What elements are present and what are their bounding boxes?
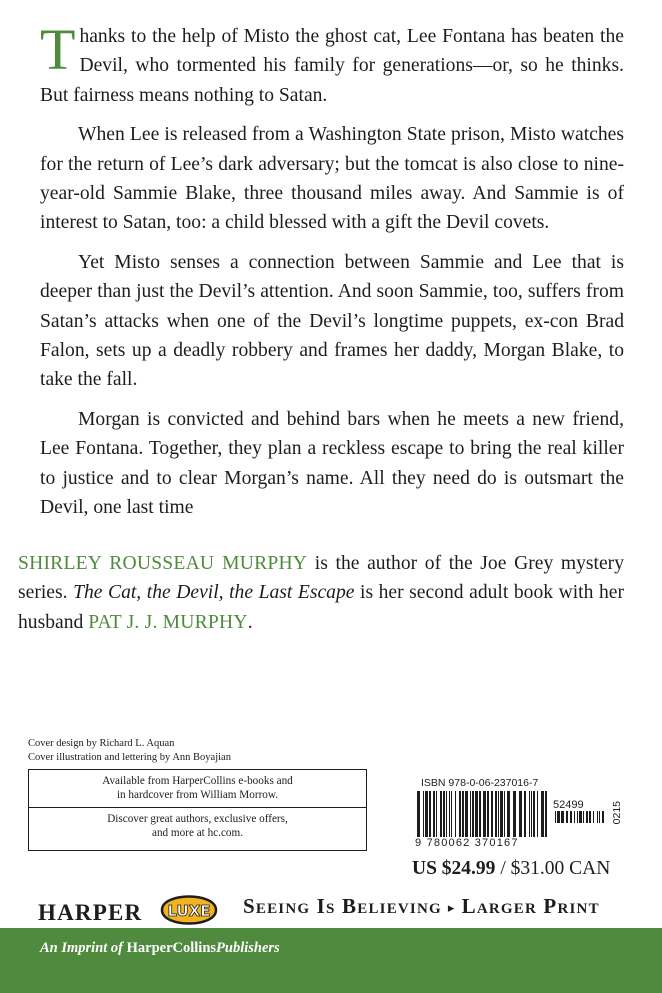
barcode-bar xyxy=(589,811,591,823)
barcode-bar xyxy=(417,791,420,837)
drop-cap: T xyxy=(40,17,76,82)
barcode-bar xyxy=(507,791,510,837)
author-bio xyxy=(18,549,624,637)
barcode-bar xyxy=(465,791,468,837)
barcode-bar xyxy=(436,791,437,837)
barcode-bar xyxy=(541,791,544,837)
price-separator: / xyxy=(495,858,511,879)
author-bio-text-1: is the author of the Joe Grey mystery series. xyxy=(18,553,625,604)
vertical-code: 0215 xyxy=(611,801,623,825)
barcode-bar xyxy=(483,791,486,837)
availability-box xyxy=(28,769,367,851)
barcode-bar xyxy=(423,791,424,837)
logo-luxe-text: LUXE xyxy=(167,902,211,920)
barcode-bar xyxy=(545,791,547,837)
blurb-paragraph-4: Morgan is convicted and behind bars when he meets a new friend, Lee Fontana. Together, they plan a reckless escape to bring the real killer to justice and to clear Morgan’s name. All they need do is outsmart the Devil, one last time xyxy=(40,408,624,519)
blurb-paragraph-2: When Lee is released from a Washington State prison, Misto watches for the return of Lee’s dark adversary; but the tomcat is also close to nine-year-old Sammie Blake, three thousand miles away. And Sammie is of interest to Satan, too: a child blessed with a gift the Devil covets. xyxy=(40,124,624,234)
author-name: SHIRLEY ROUSSEAU MURPHY xyxy=(18,553,308,574)
barcode-bar xyxy=(597,811,598,823)
barcode-bar xyxy=(602,811,604,823)
barcode-bars xyxy=(415,791,551,837)
barcode-bar xyxy=(475,791,478,837)
barcode-bar xyxy=(593,811,594,823)
barcode-bar xyxy=(498,791,499,837)
imprint-line xyxy=(40,940,280,957)
publisher-band xyxy=(0,928,662,993)
author-bio-end: . xyxy=(247,611,253,633)
barcode-bar xyxy=(566,811,568,823)
barcode-bar xyxy=(586,811,588,823)
book-title: The Cat, the Devil, the Last Escape xyxy=(73,582,355,604)
barcode-bar xyxy=(555,811,556,823)
barcode-bar xyxy=(429,791,431,837)
tagline xyxy=(243,894,600,919)
blurb-paragraph-3: Yet Misto senses a connection between Sammie and Lee that is deeper than just the Devil’s attention. And soon Sammie, too, suffers from Satan’s attacks when one of the Devil’s longtime puppets, ex-con Brad Falon, sets up a deadly robbery and frames her daddy, Morgan Blake, to take the fall. xyxy=(40,251,624,391)
barcode-bar xyxy=(433,791,435,837)
book-blurb xyxy=(40,17,624,533)
isbn-number: ISBN 978-0-06-237016-7 xyxy=(421,777,539,789)
price-can: $31.00 CAN xyxy=(510,858,611,879)
triangle-right-icon: ▸ xyxy=(447,900,456,916)
barcode-digits: 9 780062 370167 xyxy=(415,837,519,849)
barcode-bar xyxy=(583,811,584,823)
barcode-bar xyxy=(504,791,505,837)
barcode-bar xyxy=(599,811,600,823)
barcode-bar xyxy=(440,791,442,837)
coauthor-name: PAT J. J. MURPHY xyxy=(88,611,248,633)
availability-line-3: Discover great authors, exclusive offers, xyxy=(107,813,288,825)
availability-line-1: Available from HarperCollins e-books and xyxy=(102,775,293,787)
price-label xyxy=(412,858,610,880)
barcode-bar xyxy=(455,791,456,837)
imprint-suffix: Publishers xyxy=(216,940,280,956)
availability-promo xyxy=(29,808,366,844)
barcode-bar xyxy=(446,791,447,837)
barcode-bar xyxy=(487,791,489,837)
barcode-bar xyxy=(470,791,471,837)
barcode-bar xyxy=(579,811,582,823)
barcode-bar xyxy=(574,811,575,823)
tagline-right: Larger Print xyxy=(461,894,600,918)
barcode-bar xyxy=(459,791,461,837)
blurb-paragraph-1 xyxy=(40,17,624,110)
cover-credits xyxy=(28,737,231,765)
blurb-paragraph-1-text: hanks to the help of Misto the ghost cat, Lee Fontana has beaten the Devil, who tormented his family for generations—or, so he thinks. But fairness means nothing to Satan. xyxy=(40,26,624,106)
availability-line-4: and more at hc.com. xyxy=(151,827,244,839)
barcode-bar xyxy=(443,791,445,837)
availability-line-2: in hardcover from William Morrow. xyxy=(116,789,279,801)
barcode-bar xyxy=(462,791,464,837)
tagline-left: Seeing Is Believing xyxy=(243,894,442,918)
barcode-bar xyxy=(561,811,564,823)
barcode-bar xyxy=(513,791,516,837)
barcode-bar xyxy=(500,791,503,837)
imprint-publisher: HarperCollins xyxy=(126,940,217,956)
barcode-bar xyxy=(495,791,497,837)
price-us: US $24.99 xyxy=(412,858,496,879)
barcode-bar xyxy=(491,791,493,837)
isbn-barcode xyxy=(415,777,629,855)
barcode-bar xyxy=(524,791,526,837)
barcode-bar xyxy=(577,811,578,823)
barcode-bar xyxy=(519,791,522,837)
barcode-bar xyxy=(451,791,452,837)
barcode-bar xyxy=(449,791,450,837)
availability-formats xyxy=(29,770,366,808)
barcode-bar xyxy=(425,791,428,837)
price-code: 52499 xyxy=(553,799,584,811)
barcode-bar xyxy=(472,791,474,837)
author-bio-text-2: is her second adult book with her husband xyxy=(18,582,624,633)
barcode-bar xyxy=(537,791,538,837)
barcode-bar xyxy=(570,811,572,823)
barcode-bar xyxy=(479,791,481,837)
barcode-bar xyxy=(531,791,532,837)
logo-harper-text: HARPER xyxy=(38,900,143,925)
barcode-bar xyxy=(529,791,530,837)
barcode-bar xyxy=(533,791,535,837)
cover-design-credit: Cover design by Richard L. Aquan xyxy=(28,738,175,749)
cover-illustration-credit: Cover illustration and lettering by Ann Boyajian xyxy=(28,752,231,763)
barcode-bar xyxy=(557,811,560,823)
luxe-badge-icon xyxy=(158,888,220,932)
imprint-prefix: An Imprint of xyxy=(40,940,127,956)
price-barcode-bars xyxy=(553,811,609,857)
